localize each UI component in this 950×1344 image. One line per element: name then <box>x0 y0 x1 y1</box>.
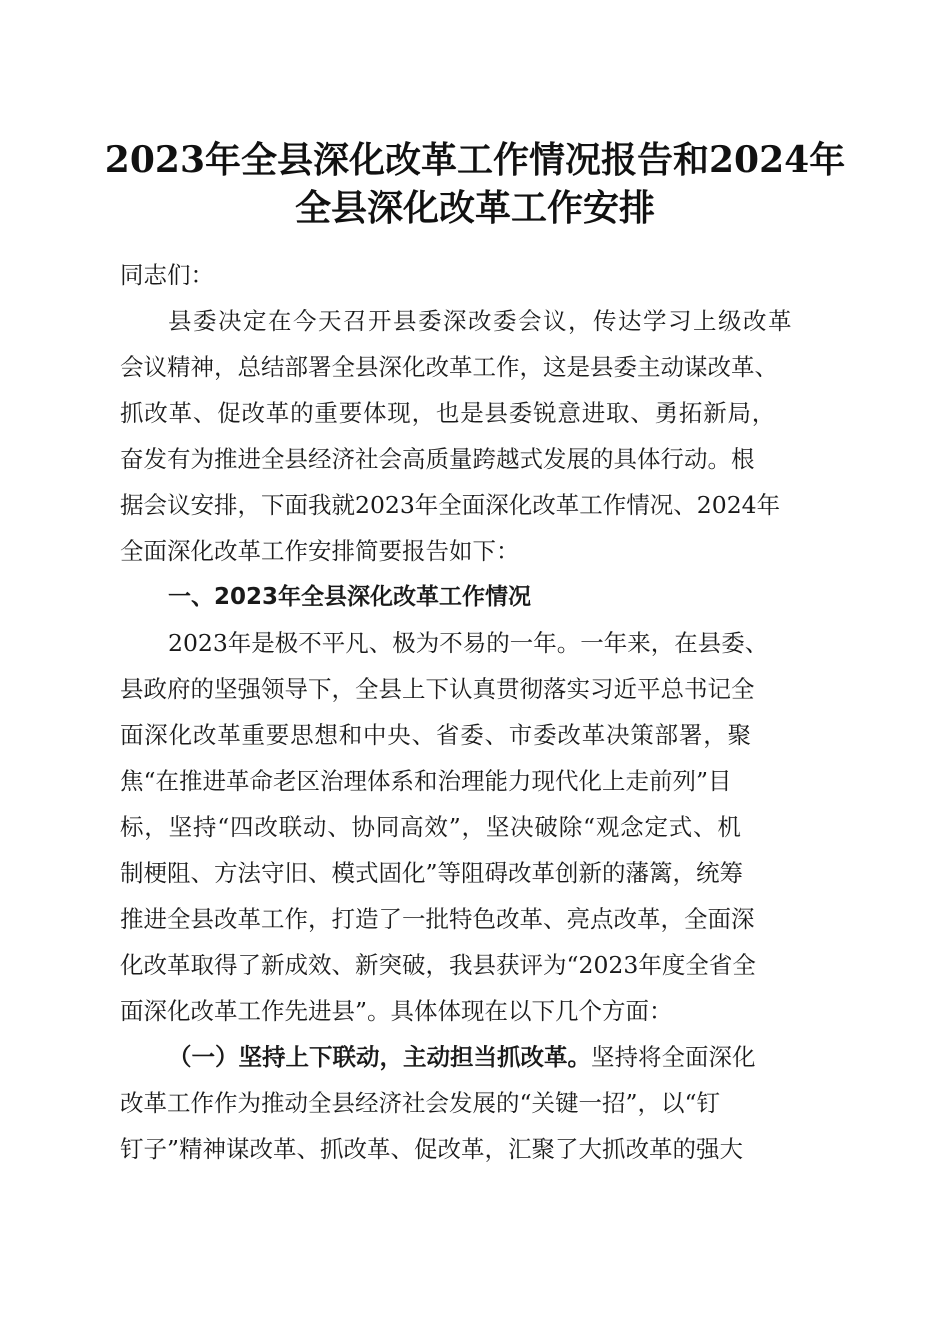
paragraph-line: 全面深化改革工作安排简要报告如下： <box>120 537 520 565</box>
paragraph-line: 制梗阻、方法守旧、模式固化”等阻碍改革创新的藩篱，统筹 <box>120 859 744 887</box>
paragraph-line: 面深化改革工作先进县”。具体体现在以下几个方面： <box>120 997 673 1025</box>
document-title-line-2: 全县深化改革工作安排 <box>294 187 655 229</box>
section-heading: 一、2023年全县深化改革工作情况 <box>168 584 532 610</box>
paragraph-line: 会议精神，总结部署全县深化改革工作，这是县委主动谋改革、 <box>120 353 778 381</box>
paragraph-line: 标，坚持“四改联动、协同高效”，坚决破除“观念定式、机 <box>120 813 742 841</box>
subsection-text: 坚持将全面深化 <box>591 1043 756 1071</box>
paragraph-line: 推进全县改革工作，打造了一批特色改革、亮点改革，全面深 <box>120 905 755 933</box>
paragraph-line: 县委决定在今天召开县委深改委会议，传达学习上级改革 <box>168 307 793 335</box>
document-title-line-1: 2023年全县深化改革工作情况报告和2024年 <box>104 139 846 181</box>
salutation: 同志们： <box>120 261 214 289</box>
paragraph-line: 钉子”精神谋改革、抓改革、促改革，汇聚了大抓改革的强大 <box>120 1135 744 1163</box>
subsection-first-line <box>120 1034 835 1080</box>
paragraph-line: 改革工作作为推动全县经济社会发展的“关键一招”，以“钉 <box>120 1089 721 1117</box>
paragraph-line: 县政府的坚强领导下，全县上下认真贯彻落实习近平总书记全 <box>120 675 755 703</box>
paragraph-line: 抓改革、促改革的重要体现，也是县委锐意进取、勇拓新局， <box>120 399 777 427</box>
paragraph-line: 2023年是极不平凡、极为不易的一年。一年来，在县委、 <box>168 629 769 657</box>
document-body <box>120 252 835 1172</box>
paragraph-line: 据会议安排，下面我就2023年全面深化改革工作情况、2024年 <box>120 491 781 519</box>
paragraph-line: 焦“在推进革命老区治理体系和治理能力现代化上走前列”目 <box>120 767 732 795</box>
paragraph-line: 面深化改革重要思想和中央、省委、市委改革决策部署，聚 <box>120 721 752 749</box>
paragraph-line: 奋发有为推进全县经济社会高质量跨越式发展的具体行动。根 <box>120 445 755 473</box>
paragraph-line: 化改革取得了新成效、新突破，我县获评为“2023年度全省全 <box>120 951 756 979</box>
subsection-heading: （一）坚持上下联动，主动担当抓改革。 <box>168 1043 591 1071</box>
